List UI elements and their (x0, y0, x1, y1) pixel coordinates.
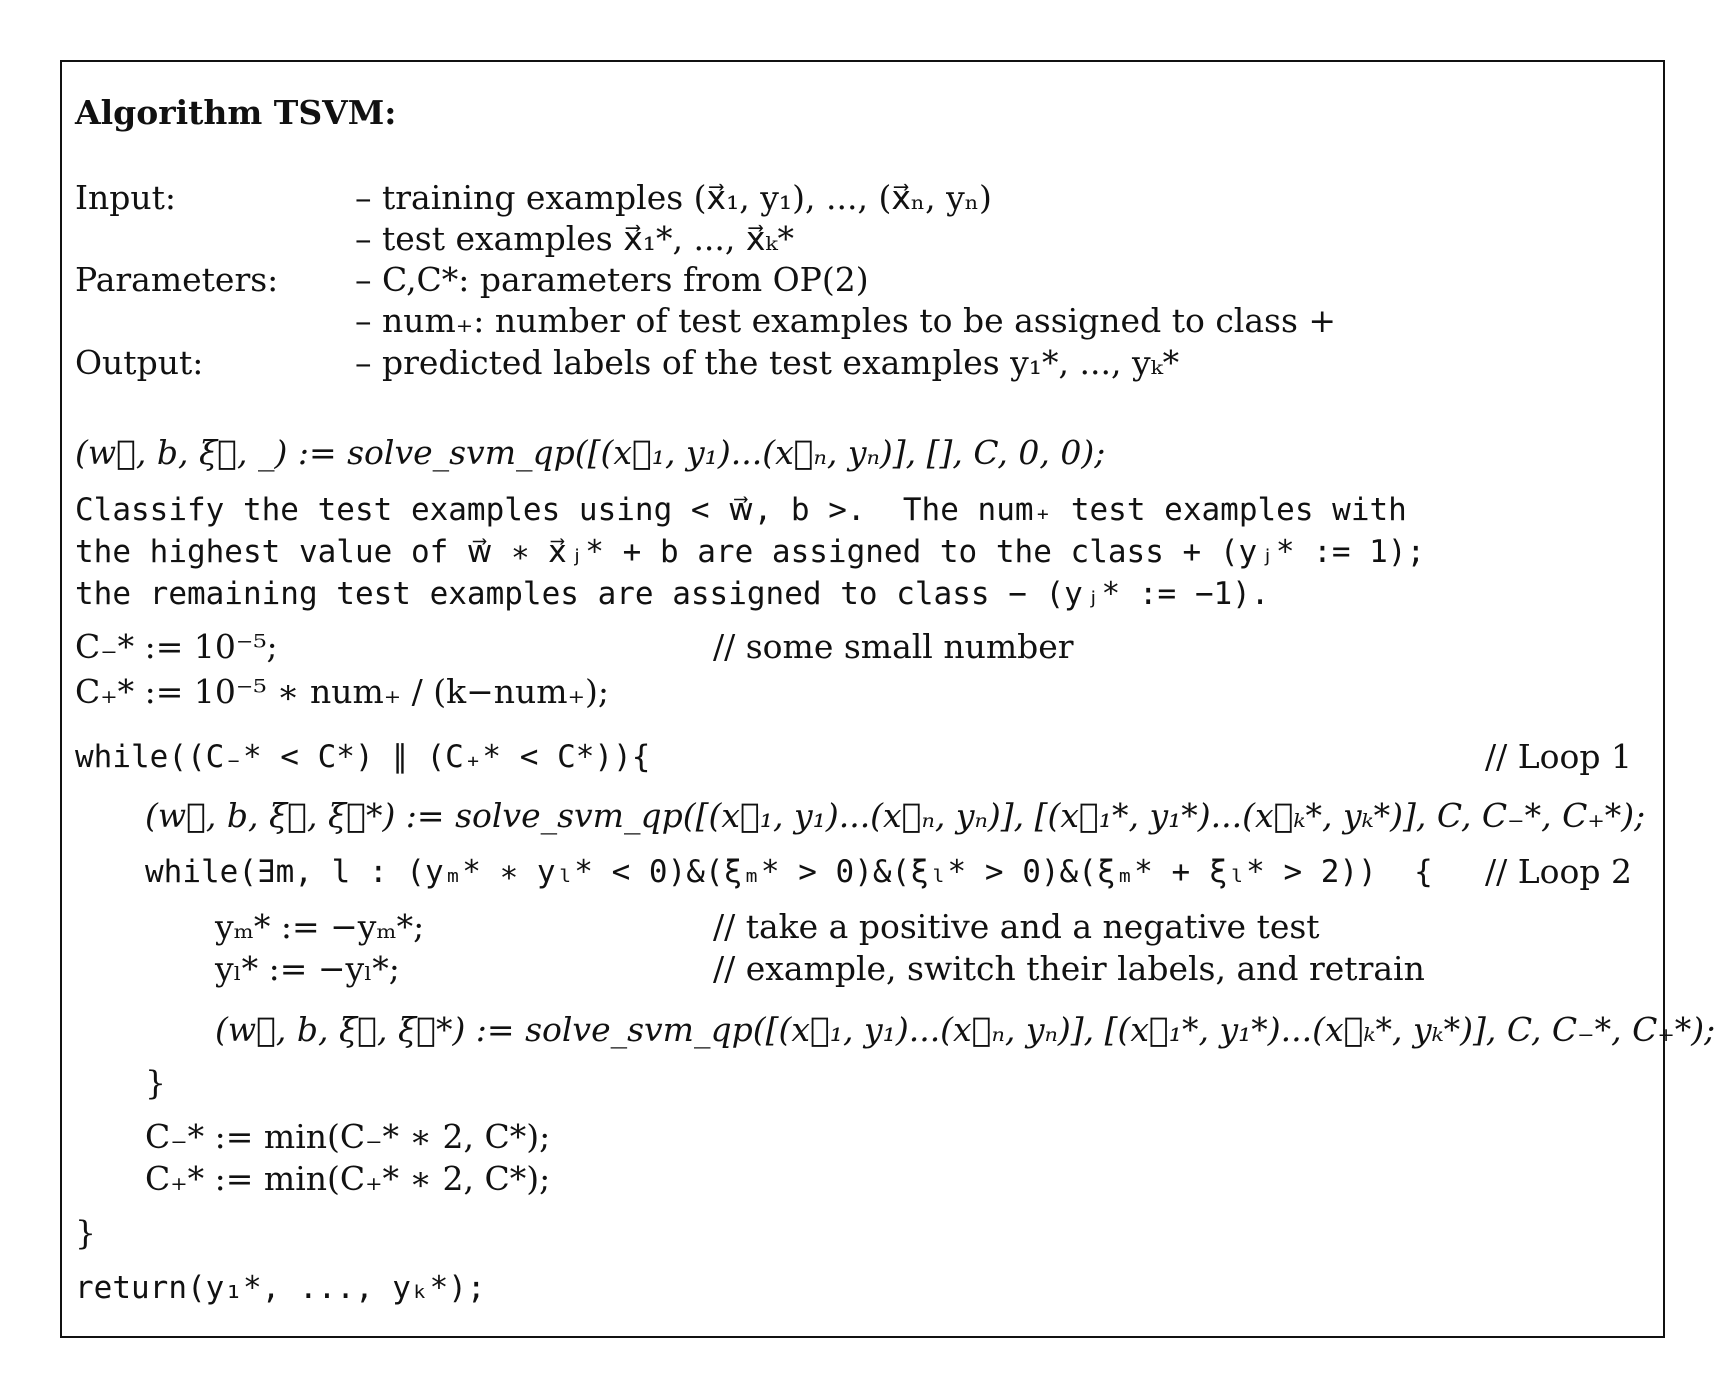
line-classify-3: the remaining test examples are assigned to class − (yⱼ* := −1). (75, 576, 1270, 612)
input-label: Input: (75, 178, 177, 217)
line-return: return(y₁*, ..., yₖ*); (75, 1270, 486, 1306)
comment-loop-1: // Loop 1 (1485, 737, 1632, 776)
line-cplus-update: C₊* := min(C₊* ∗ 2, C*); (145, 1159, 551, 1198)
line-solve-retrain: (w⃗, b, ξ⃗, ξ⃗*) := solve_svm_qp([(x⃗₁, y₁)...(x⃗ₙ, yₙ)], [(x⃗₁*, y₁*)...(x⃗ₖ*, yₖ*)], C, C₋*, C₊*); (215, 1010, 1716, 1049)
comment-small-number: // some small number (713, 627, 1074, 666)
line-cminus-update: C₋* := min(C₋* ∗ 2, C*); (145, 1117, 551, 1156)
comment-loop-2: // Loop 2 (1485, 852, 1632, 891)
line-swap-l: yₗ* := −yₗ*; (215, 949, 400, 988)
output-label: Output: (75, 343, 204, 382)
line-cplus-init: C₊* := 10⁻⁵ ∗ num₊ / (k−num₊); (75, 672, 610, 711)
parameter-num-plus: – num₊: number of test examples to be assigned to class + (355, 301, 1337, 340)
comment-switch-labels: // example, switch their labels, and retrain (713, 949, 1425, 988)
line-while-loop2: while(∃m, l : (yₘ* ∗ yₗ* < 0)&(ξₘ* > 0)&(ξₗ* > 0)&(ξₘ* + ξₗ* > 2)) { (145, 854, 1433, 890)
line-classify-1: Classify the test examples using < w⃗, b >. The num₊ test examples with (75, 492, 1407, 528)
algorithm-title: Algorithm TSVM: (75, 93, 397, 132)
line-while-loop1: while((C₋* < C*) ∥ (C₊* < C*)){ (75, 739, 651, 775)
parameter-c: – C,C*: parameters from OP(2) (355, 260, 869, 299)
output-predicted-labels: – predicted labels of the test examples y₁*, ..., yₖ* (355, 343, 1180, 382)
line-classify-2: the highest value of w⃗ ∗ x⃗ⱼ* + b are assigned to the class + (yⱼ* := 1); (75, 534, 1426, 570)
comment-take-positive-negative: // take a positive and a negative test (713, 907, 1320, 946)
input-training-examples: – training examples (x⃗₁, y₁), ..., (x⃗ₙ, yₙ) (355, 178, 992, 217)
line-initial-solve: (w⃗, b, ξ⃗, _) := solve_svm_qp([(x⃗₁, y₁)...(x⃗ₙ, yₙ)], [], C, 0, 0); (75, 433, 1106, 472)
line-swap-m: yₘ* := −yₘ*; (215, 907, 425, 946)
input-test-examples: – test examples x⃗₁*, ..., x⃗ₖ* (355, 219, 794, 258)
line-close-outer-loop: } (75, 1213, 96, 1252)
parameters-label: Parameters: (75, 260, 279, 299)
line-cminus-init: C₋* := 10⁻⁵; (75, 627, 278, 666)
line-solve-inner: (w⃗, b, ξ⃗, ξ⃗*) := solve_svm_qp([(x⃗₁, y₁)...(x⃗ₙ, yₙ)], [(x⃗₁*, y₁*)...(x⃗ₖ*, yₖ*)], C, C₋*, C₊*); (145, 796, 1646, 835)
line-close-inner-loop: } (145, 1063, 166, 1102)
